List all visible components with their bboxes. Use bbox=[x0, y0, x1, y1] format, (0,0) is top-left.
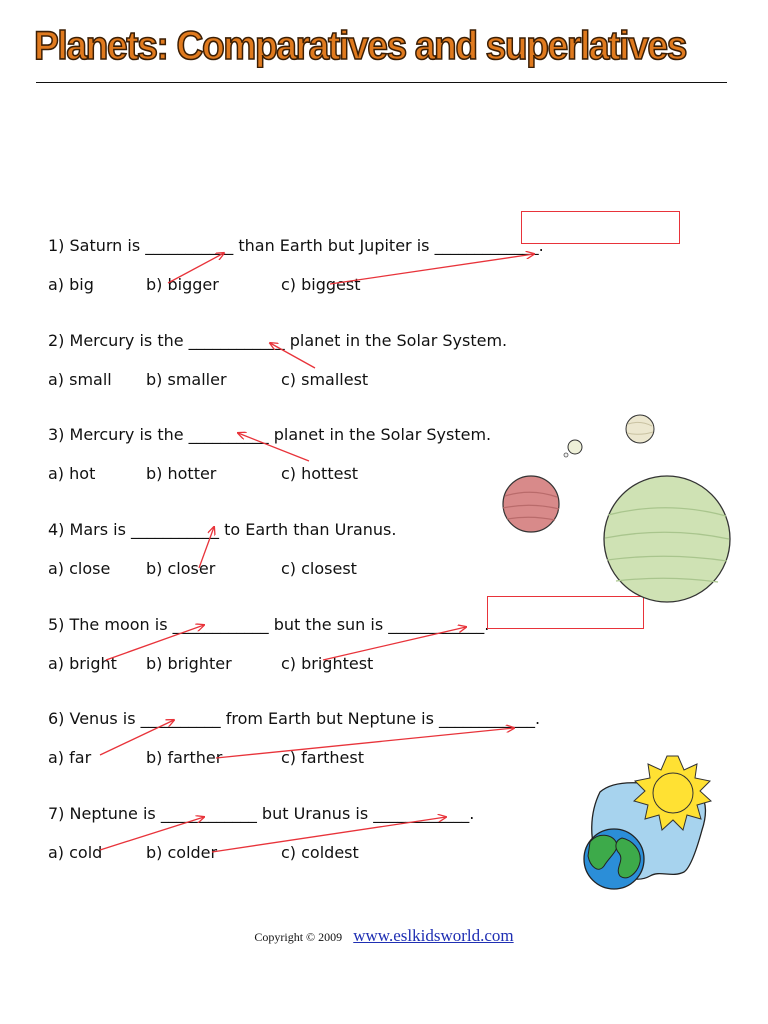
question-3-option-c[interactable]: c) hottest bbox=[281, 464, 359, 483]
question-7-option-c[interactable]: c) coldest bbox=[281, 843, 359, 862]
question-5-sentence: 5) The moon is ____________ but the sun is ____________. bbox=[48, 615, 490, 634]
red-planet-icon bbox=[503, 476, 559, 532]
question-6-option-b[interactable]: b) farther bbox=[146, 748, 223, 767]
question-3-sentence: 3) Mercury is the __________ planet in the Solar System. bbox=[48, 425, 492, 444]
question-3-option-b[interactable]: b) hotter bbox=[146, 464, 217, 483]
page-title: Planets: Comparatives and superlatives bbox=[34, 24, 687, 68]
copyright-text: Copyright © 2009 bbox=[254, 930, 343, 944]
footer bbox=[0, 926, 768, 946]
question-2-option-c[interactable]: c) smallest bbox=[281, 370, 369, 389]
question-5-option-a[interactable]: a) bright bbox=[48, 654, 117, 673]
question-7-sentence: 7) Neptune is ____________ but Uranus is ____________. bbox=[48, 804, 475, 823]
question-4-option-b[interactable]: b) closer bbox=[146, 559, 216, 578]
question-1-option-b[interactable]: b) bigger bbox=[146, 275, 219, 294]
question-6-sentence: 6) Venus is __________ from Earth but Neptune is ____________. bbox=[48, 709, 541, 728]
question-7-option-b[interactable]: b) colder bbox=[146, 843, 218, 862]
question-4-option-c[interactable]: c) closest bbox=[281, 559, 357, 578]
website-link[interactable]: www.eslkidsworld.com bbox=[353, 926, 514, 945]
sun-icon bbox=[634, 756, 711, 830]
question-2-option-a[interactable]: a) small bbox=[48, 370, 112, 389]
question-6-option-a[interactable]: a) far bbox=[48, 748, 92, 767]
question-2-sentence: 2) Mercury is the ____________ planet in the Solar System. bbox=[48, 331, 508, 350]
question-1-option-a[interactable]: a) big bbox=[48, 275, 94, 294]
question-5-option-b[interactable]: b) brighter bbox=[146, 654, 232, 673]
question-4-sentence: 4) Mars is ___________ to Earth than Uranus. bbox=[48, 520, 397, 539]
question-3-option-a[interactable]: a) hot bbox=[48, 464, 96, 483]
question-6-option-c[interactable]: c) farthest bbox=[281, 748, 365, 767]
small-planet-icon bbox=[626, 415, 654, 443]
question-1-sentence: 1) Saturn is ___________ than Earth but Jupiter is _____________. bbox=[48, 236, 544, 255]
question-2-option-b[interactable]: b) smaller bbox=[146, 370, 227, 389]
earth-icon bbox=[584, 829, 644, 889]
question-5-option-c[interactable]: c) brightest bbox=[281, 654, 374, 673]
question-7-option-a[interactable]: a) cold bbox=[48, 843, 103, 862]
question-4-option-a[interactable]: a) close bbox=[48, 559, 111, 578]
tiny-planet-icon bbox=[564, 440, 582, 457]
green-planet-icon bbox=[604, 476, 730, 602]
question-1-option-c[interactable]: c) biggest bbox=[281, 275, 361, 294]
